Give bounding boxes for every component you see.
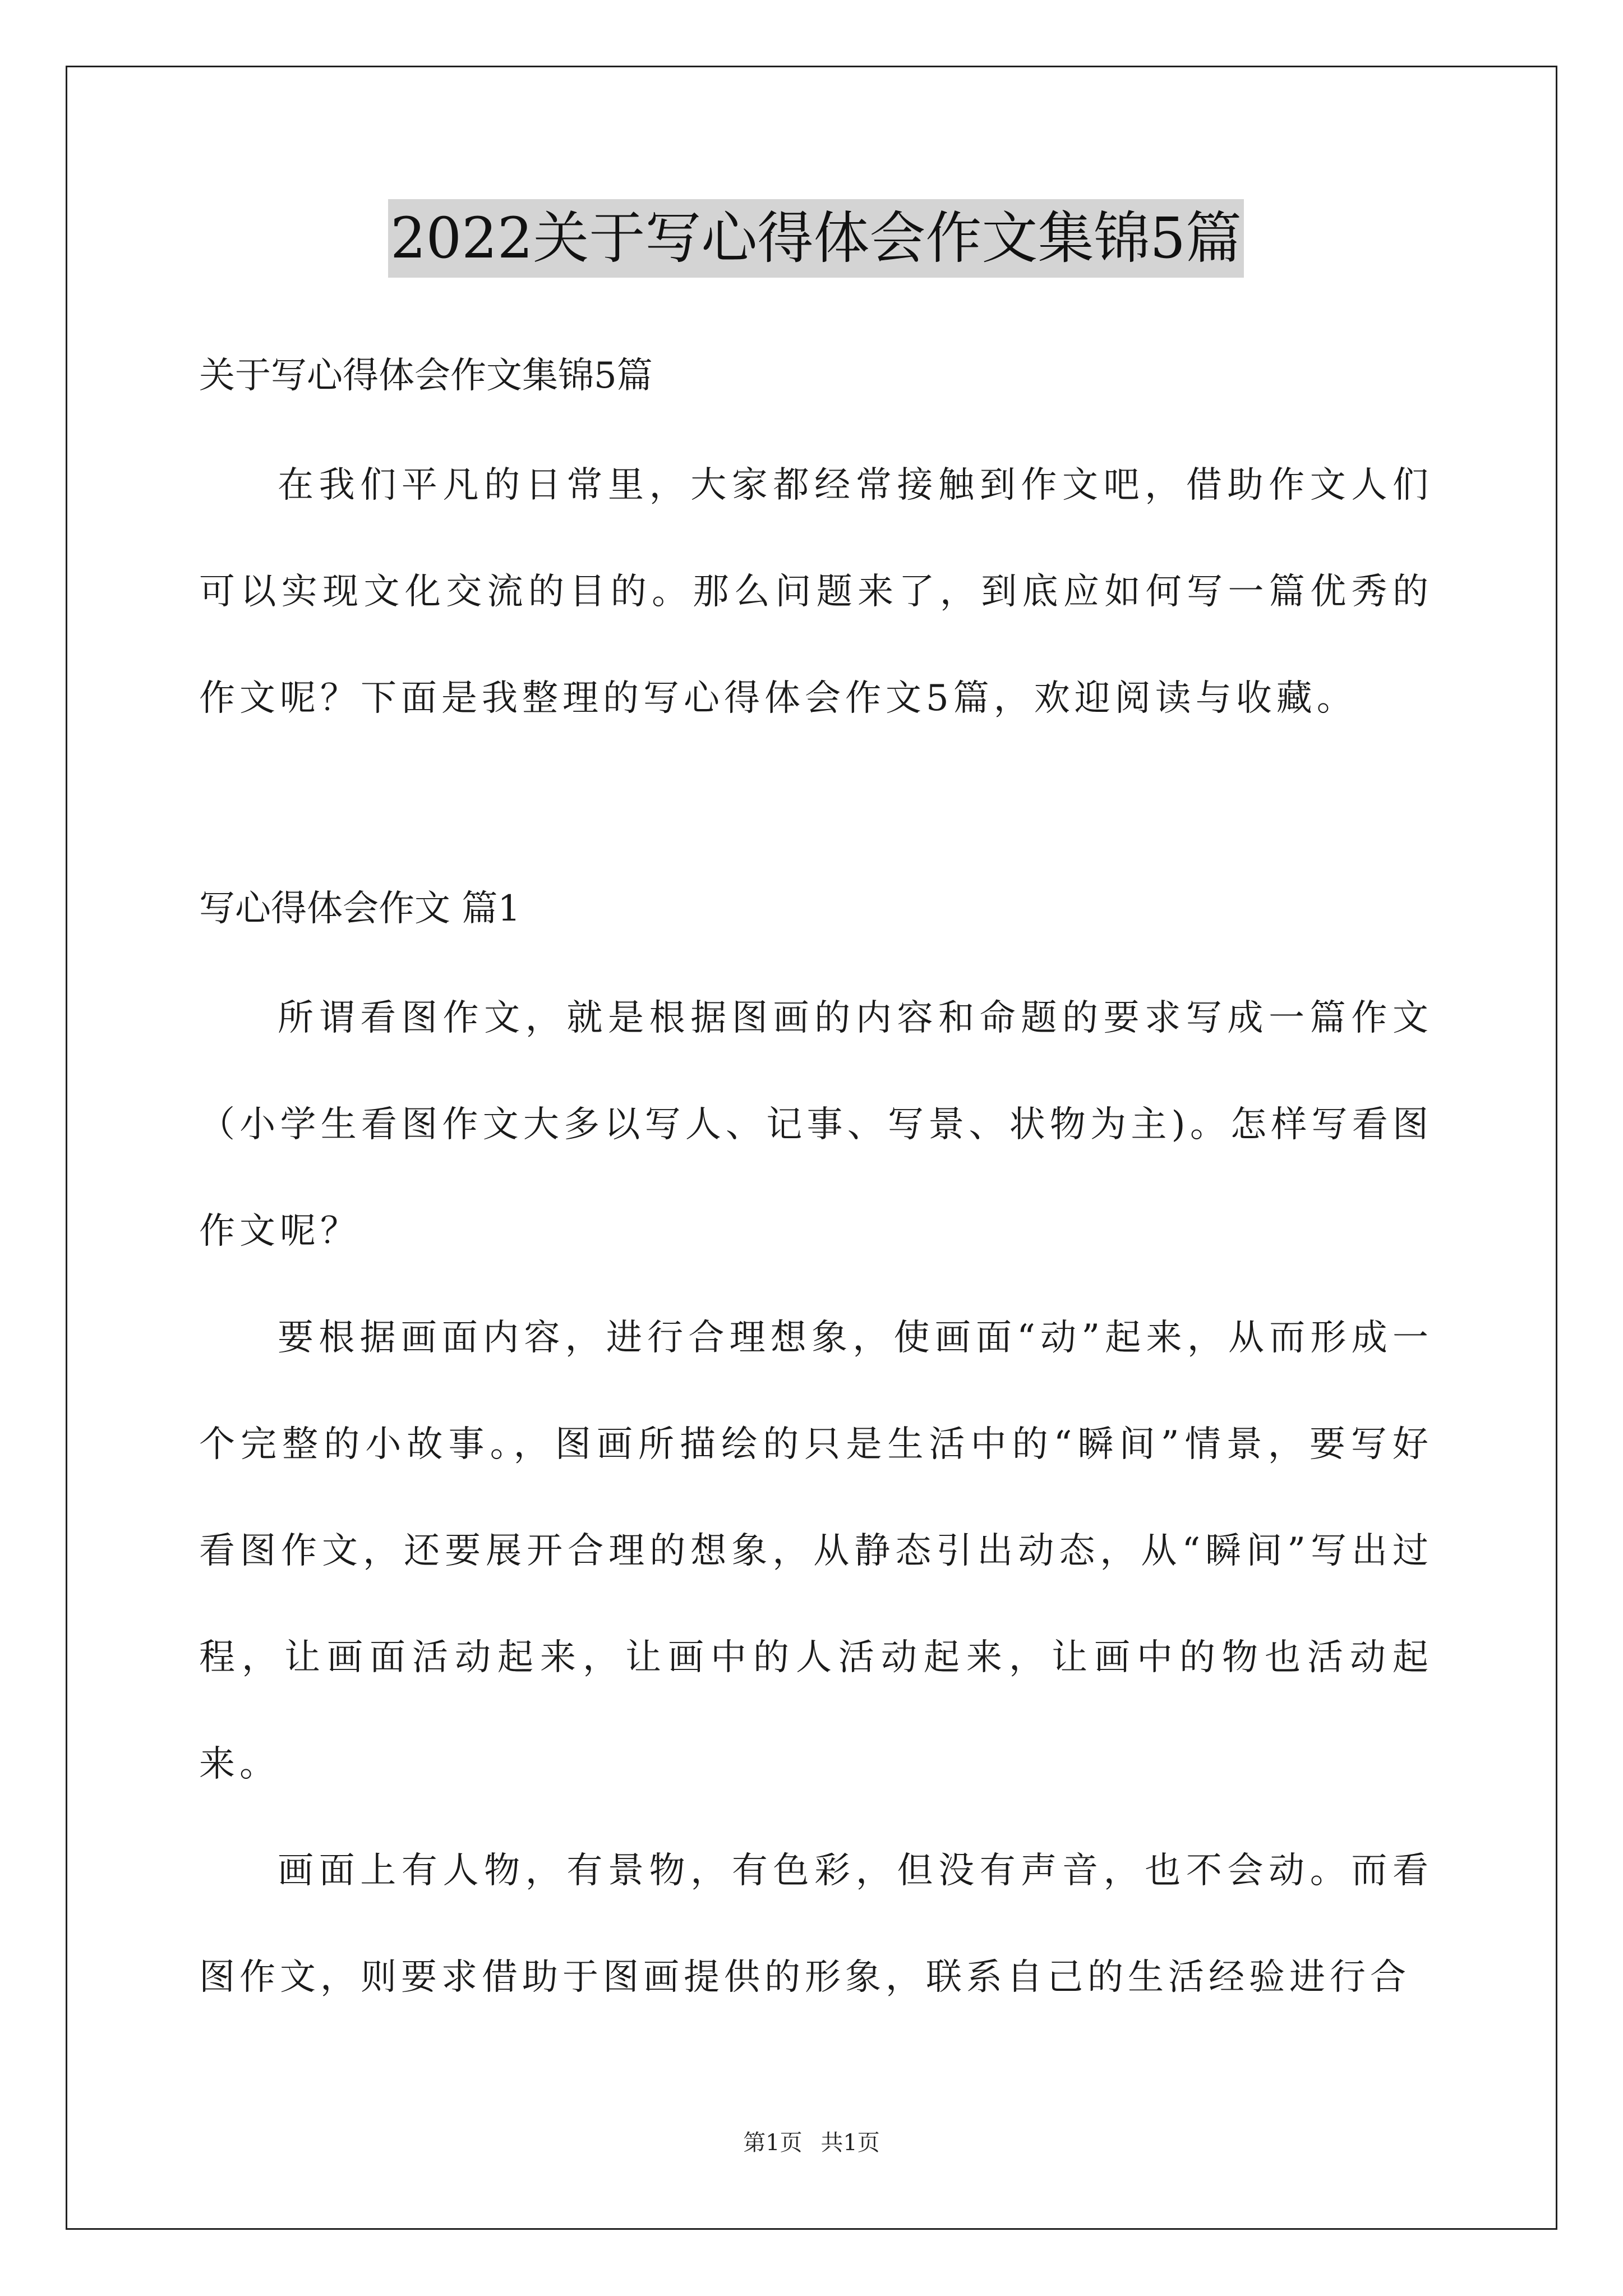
intro-paragraph: 在我们平凡的日常里，大家都经常接触到作文吧，借助作文人们可以实现文化交流的目的。那么问题来了，到底应如何写一篇优秀的作文呢？下面是我整理的写心得体会作文5篇，欢迎阅读与收藏。 [199, 464, 1433, 719]
document-title: 2022关于写心得体会作文集锦5篇 [388, 199, 1244, 278]
body-paragraph-1: 所谓看图作文，就是根据图画的内容和命题的要求写成一篇作文（小学生看图作文大多以写人、记事、写景、状物为主)。怎样写看图作文呢？ [199, 997, 1433, 1252]
page-footer [0, 2127, 1623, 2159]
body-paragraph-3: 画面上有人物，有景物，有色彩，但没有声音，也不会动。而看图作文，则要求借助于图画提供的形象，联系自己的生活经验进行合 [199, 1850, 1433, 1998]
page-number: 第1页 [743, 2130, 803, 2156]
body-paragraph-2: 要根据画面内容，进行合理想象，使画面“动”起来，从而形成一个完整的小故事。，图画所描绘的只是生活中的“瞬间”情景，要写好看图作文，还要展开合理的想象，从静态引出动态，从“瞬间”写出过程，让画面活动起来，让画中的人活动起来，让画中的物也活动起来。 [199, 1317, 1433, 1785]
page-total: 共1页 [820, 2130, 880, 2156]
title-wrap [199, 199, 1433, 278]
document-subtitle: 关于写心得体会作文集锦5篇 [199, 355, 653, 397]
section-heading: 写心得体会作文 篇1 [199, 888, 521, 930]
